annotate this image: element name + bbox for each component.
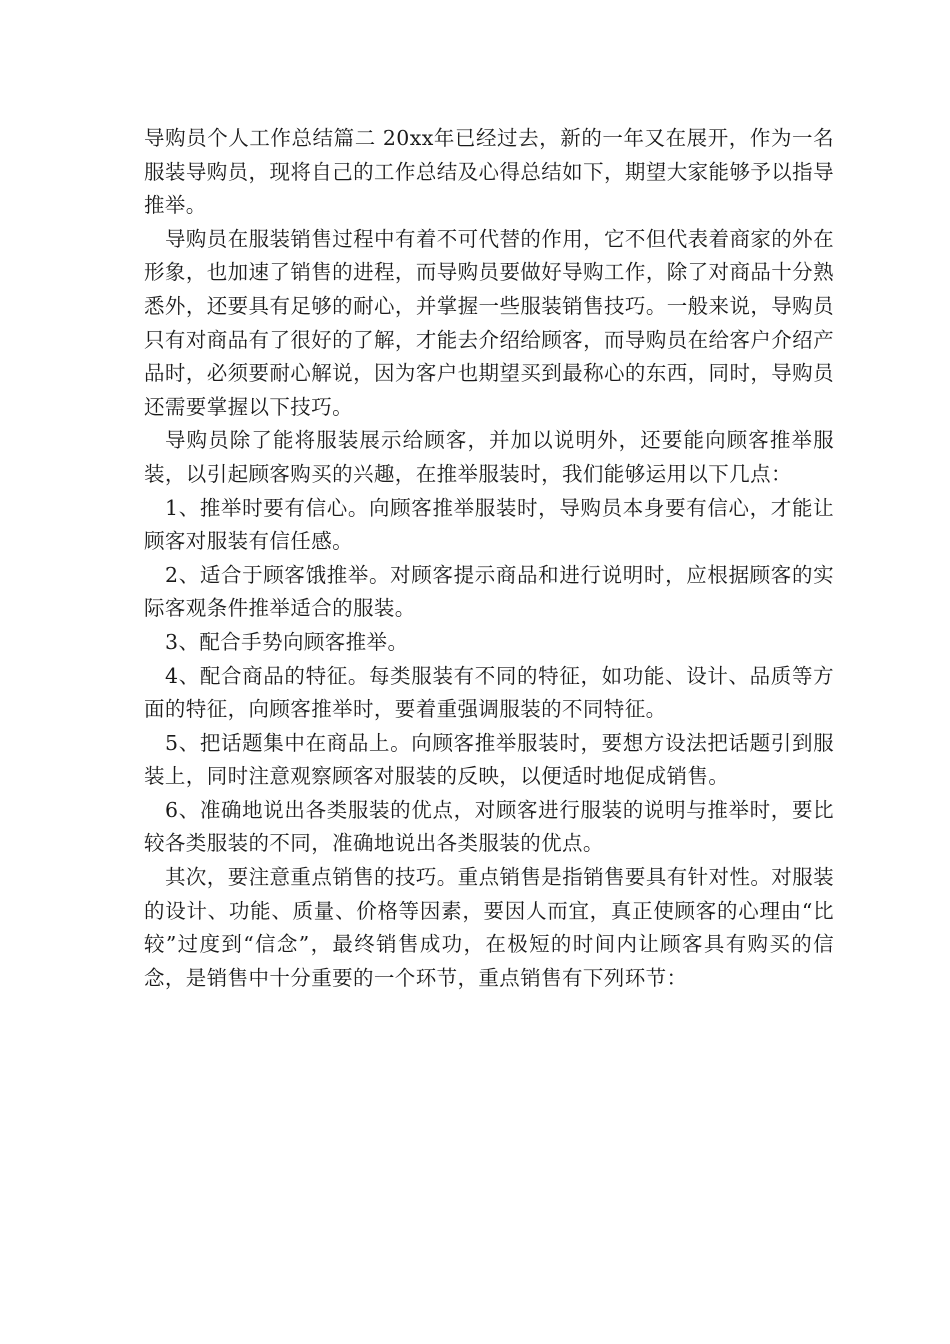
list-item-4: 4、配合商品的特征。每类服装有不同的特征，如功能、设计、品质等方面的特征，向顾客推举时，要着重强调服装的不同特征。 bbox=[144, 663, 834, 722]
paragraph-key-sales: 其次，要注意重点销售的技巧。重点销售是指销售要具有针对性。对服装的设计、功能、质量、价格等因素，要因人而宜，真正使顾客的心理由“比较”过度到“信念”，最终销售成功，在极短的时间内让顾客具有购买的信念，是销售中十分重要的一个环节，重点销售有下列环节： bbox=[144, 865, 834, 990]
list-item-5: 5、把话题集中在商品上。向顾客推举服装时，要想方设法把话题引到服装上，同时注意观察顾客对服装的反映，以便适时地促成销售。 bbox=[144, 730, 834, 789]
list-item-2: 2、适合于顾客饿推举。对顾客提示商品和进行说明时，应根据顾客的实际客观条件推举适合的服装。 bbox=[144, 562, 834, 621]
list-item-1: 1、推举时要有信心。向顾客推举服装时，导购员本身要有信心，才能让顾客对服装有信任感。 bbox=[144, 495, 834, 554]
paragraph-recommend: 导购员除了能将服装展示给顾客，并加以说明外，还要能向顾客推举服装，以引起顾客购买的兴趣，在推举服装时，我们能够运用以下几点： bbox=[144, 428, 834, 486]
list-item-3: 3、配合手势向顾客推举。 bbox=[165, 629, 409, 654]
document-body bbox=[144, 122, 834, 995]
list-item-6: 6、准确地说出各类服装的优点，对顾客进行服装的说明与推举时，要比较各类服装的不同，准确地说出各类服装的优点。 bbox=[144, 797, 834, 856]
paragraph-role: 导购员在服装销售过程中有着不可代替的作用，它不但代表着商家的外在形象，也加速了销售的进程，而导购员要做好导购工作，除了对商品十分熟悉外，还要具有足够的耐心，并掌握一些服装销售技巧。一般来说，导购员只有对商品有了很好的了解，才能去介绍给顾客，而导购员在给客户介绍产品时，必须要耐心解说，因为客户也期望买到最称心的东西，同时，导购员还需要掌握以下技巧。 bbox=[144, 226, 834, 419]
paragraph-intro: 导购员个人工作总结篇二 20xx年已经过去，新的一年又在展开，作为一名服装导购员，现将自己的工作总结及心得总结如下，期望大家能够予以指导推举。 bbox=[144, 126, 834, 218]
